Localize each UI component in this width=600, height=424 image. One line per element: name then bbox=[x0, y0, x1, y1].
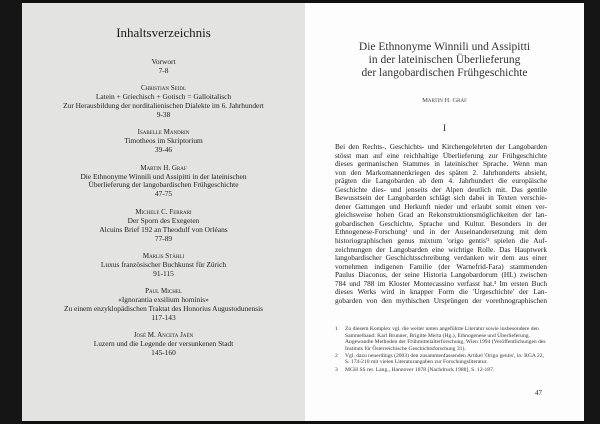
toc-author: Marlis Stähli bbox=[142, 251, 185, 260]
toc-entry bbox=[22, 164, 305, 200]
footnote-number: 2 bbox=[335, 352, 338, 359]
toc-entry bbox=[22, 252, 305, 279]
body-line: prägten die Langobarden ab dem 4. Jahrhundert die europäische bbox=[335, 177, 547, 186]
toc-entry-title: Luzern und die Legende der versunkenen Stadt bbox=[93, 339, 234, 349]
toc-entry-title: Luxus französischer Buchkunst für Zürich bbox=[100, 259, 227, 269]
toc-author: Christian Seidl bbox=[140, 84, 187, 93]
toc-list bbox=[22, 58, 305, 366]
body-line: vornehmen indigenen Familie (der Warnefrid-Fara) stammenden bbox=[335, 262, 547, 271]
toc-pages: 117-143 bbox=[151, 312, 176, 322]
article-title-line: der langobardischen Frühgeschichte bbox=[361, 66, 528, 79]
toc-entry bbox=[22, 128, 305, 155]
article-title-line: in der lateinischen Überlieferung bbox=[368, 53, 521, 66]
body-line: Bewusstsein der Langobarden schlägt sich dabei in Texten verschie- bbox=[335, 194, 547, 203]
footnote bbox=[335, 367, 547, 374]
toc-entry bbox=[22, 287, 305, 323]
section-number: I bbox=[443, 123, 446, 133]
toc-pages: 9-38 bbox=[156, 110, 171, 120]
footnote-text: MGH SS rer. Lang., Hannover 1878 [Nachdruck 1988], S. 12-187. bbox=[345, 366, 495, 373]
scan-border-right bbox=[584, 0, 600, 424]
scan-border-left bbox=[0, 0, 22, 424]
footnotes bbox=[335, 326, 547, 374]
footnote-text: Zu diesem Komplex vgl. die weiter unten angeführte Literatur sowie insbesondere den Sammelband: Karl Brunner, Brigitte Merta (Hg.), Ethnogenese und Überlieferung. Angewandte Methoden der Frühmittelalterforschung, Wien 1994 (Veröffentlichungen des Instituts für Österreichische Geschichtsforschung 31). bbox=[345, 326, 546, 352]
body-line: dener Gattungen und Herkunft nieder und erlaubt somit einen ver- bbox=[335, 202, 547, 211]
toc-title: Inhaltsverzeichnis bbox=[116, 25, 211, 40]
toc-pages: 145-160 bbox=[151, 348, 176, 358]
body-line: Paulus Diaconus, der seine Historia Langobardorum (HL) zwischen bbox=[335, 271, 547, 280]
toc-author: Paul Michel bbox=[145, 287, 182, 296]
toc-entry-title: Timotheos im Skriptorium bbox=[124, 136, 203, 146]
body-line: dieses germanischen Stammes in lateinischer Sprache. Wenn man bbox=[335, 160, 547, 169]
toc-entry-title: Zu einem enzyklopädischen Traktat des Honorius Augustodunensis bbox=[63, 303, 264, 313]
toc-entry-title: Zur Herausbildung der norditalienischen Dialekte im 6. Jahrhundert bbox=[63, 101, 264, 111]
body-line: dieses Werks wird in knapper Form die 'Urgeschichte' der Lan- bbox=[335, 288, 547, 297]
body-line: Geschichte dies- und jenseits der Alpen deutlich mit. Das gentile bbox=[335, 185, 547, 194]
toc-entry-title: Alcuins Brief 192 an Theodulf von Orléans bbox=[99, 224, 228, 234]
body-line: gobarden von den mythischen Ursprüngen der vorethnographischen bbox=[335, 296, 547, 305]
footnote bbox=[335, 326, 547, 352]
body-line: Ethnogenese-Forschung¹ und in der Auseinandersetzung mit dem bbox=[335, 228, 547, 237]
page-article bbox=[305, 3, 584, 421]
toc-pages: 39-46 bbox=[154, 145, 173, 155]
toc-entry-title: Vorwort bbox=[151, 57, 176, 66]
footnote-text: Vgl. dazu neuerdings (2003) den zusammenfassenden Artikel 'Origo gentis', in: RGA 22, S. 174-210 mit vielen Literaturangaben zur Forschungsliteratur. bbox=[345, 352, 545, 366]
toc-entry bbox=[22, 58, 305, 76]
body-line: gleichsweise hohen Grad an Rekonstruktionsmöglichkeiten der lan- bbox=[335, 211, 547, 220]
toc-entry-title: «Ignorantia exsilium hominis» bbox=[118, 295, 209, 305]
page-table-of-contents bbox=[22, 3, 305, 421]
article-author: Martin H. Graf bbox=[422, 97, 467, 104]
toc-pages: 91-115 bbox=[153, 268, 174, 278]
body-line: stösst man auf eine reichhaltige Überlieferung zur Frühgeschichte bbox=[335, 151, 547, 160]
body-line: von den Markomannenkriegen des späten 2. Jahrhunderts absieht, bbox=[335, 168, 547, 177]
body-line: 784 und 788 im Kloster Montecassino verfasst hat.³ Im ersten Buch bbox=[335, 279, 547, 288]
toc-entry bbox=[22, 331, 305, 358]
footnote bbox=[335, 353, 547, 366]
body-line: gobardischen Geschichte, Sprache und Kultur. Besonders in der bbox=[335, 219, 547, 228]
toc-pages: 77-89 bbox=[154, 233, 173, 243]
toc-author: Michele C. Ferrari bbox=[135, 207, 192, 216]
toc-entry-title: Latein + Griechisch + Gotisch = Galloitalisch bbox=[95, 92, 232, 102]
toc-author: Isabelle Mandrin bbox=[137, 128, 190, 137]
toc-author: José M. Anceta Jaén bbox=[133, 331, 194, 340]
footnote-number: 1 bbox=[335, 326, 338, 332]
body-line: langobardischer Geschichtsschreibung verdanken wir dem aus einer bbox=[335, 254, 547, 263]
toc-entry bbox=[22, 84, 305, 120]
toc-pages: 7-8 bbox=[158, 65, 169, 75]
page-number: 47 bbox=[535, 389, 542, 397]
footnote-number: 3 bbox=[335, 366, 338, 373]
toc-entry-title: Überlieferung der langobardischen Frühgeschichte bbox=[88, 180, 239, 190]
article-title-line: Die Ethnonyme Winnili und Assipitti bbox=[358, 41, 531, 53]
toc-entry-title: Die Ethnonyme Winnili und Assipitti in der lateinischen bbox=[80, 171, 247, 181]
toc-author: Martin H. Graf bbox=[140, 163, 187, 172]
article-body bbox=[335, 143, 547, 305]
toc-entry bbox=[22, 208, 305, 244]
toc-pages: 47-75 bbox=[154, 189, 173, 199]
toc-entry-title: Der Sporn des Exegeten bbox=[127, 215, 200, 225]
body-line: historiographischen genus mixtum 'origo gentis'² spielen die Auf- bbox=[335, 237, 547, 246]
body-line: Bei den Rechts-, Geschichts- und Kirchengelehrten der Langobarden bbox=[335, 143, 547, 151]
article-title bbox=[305, 41, 584, 79]
body-line: zeichnungen der Langobarden eine wichtige Rolle. Das Hauptwerk bbox=[335, 245, 547, 254]
